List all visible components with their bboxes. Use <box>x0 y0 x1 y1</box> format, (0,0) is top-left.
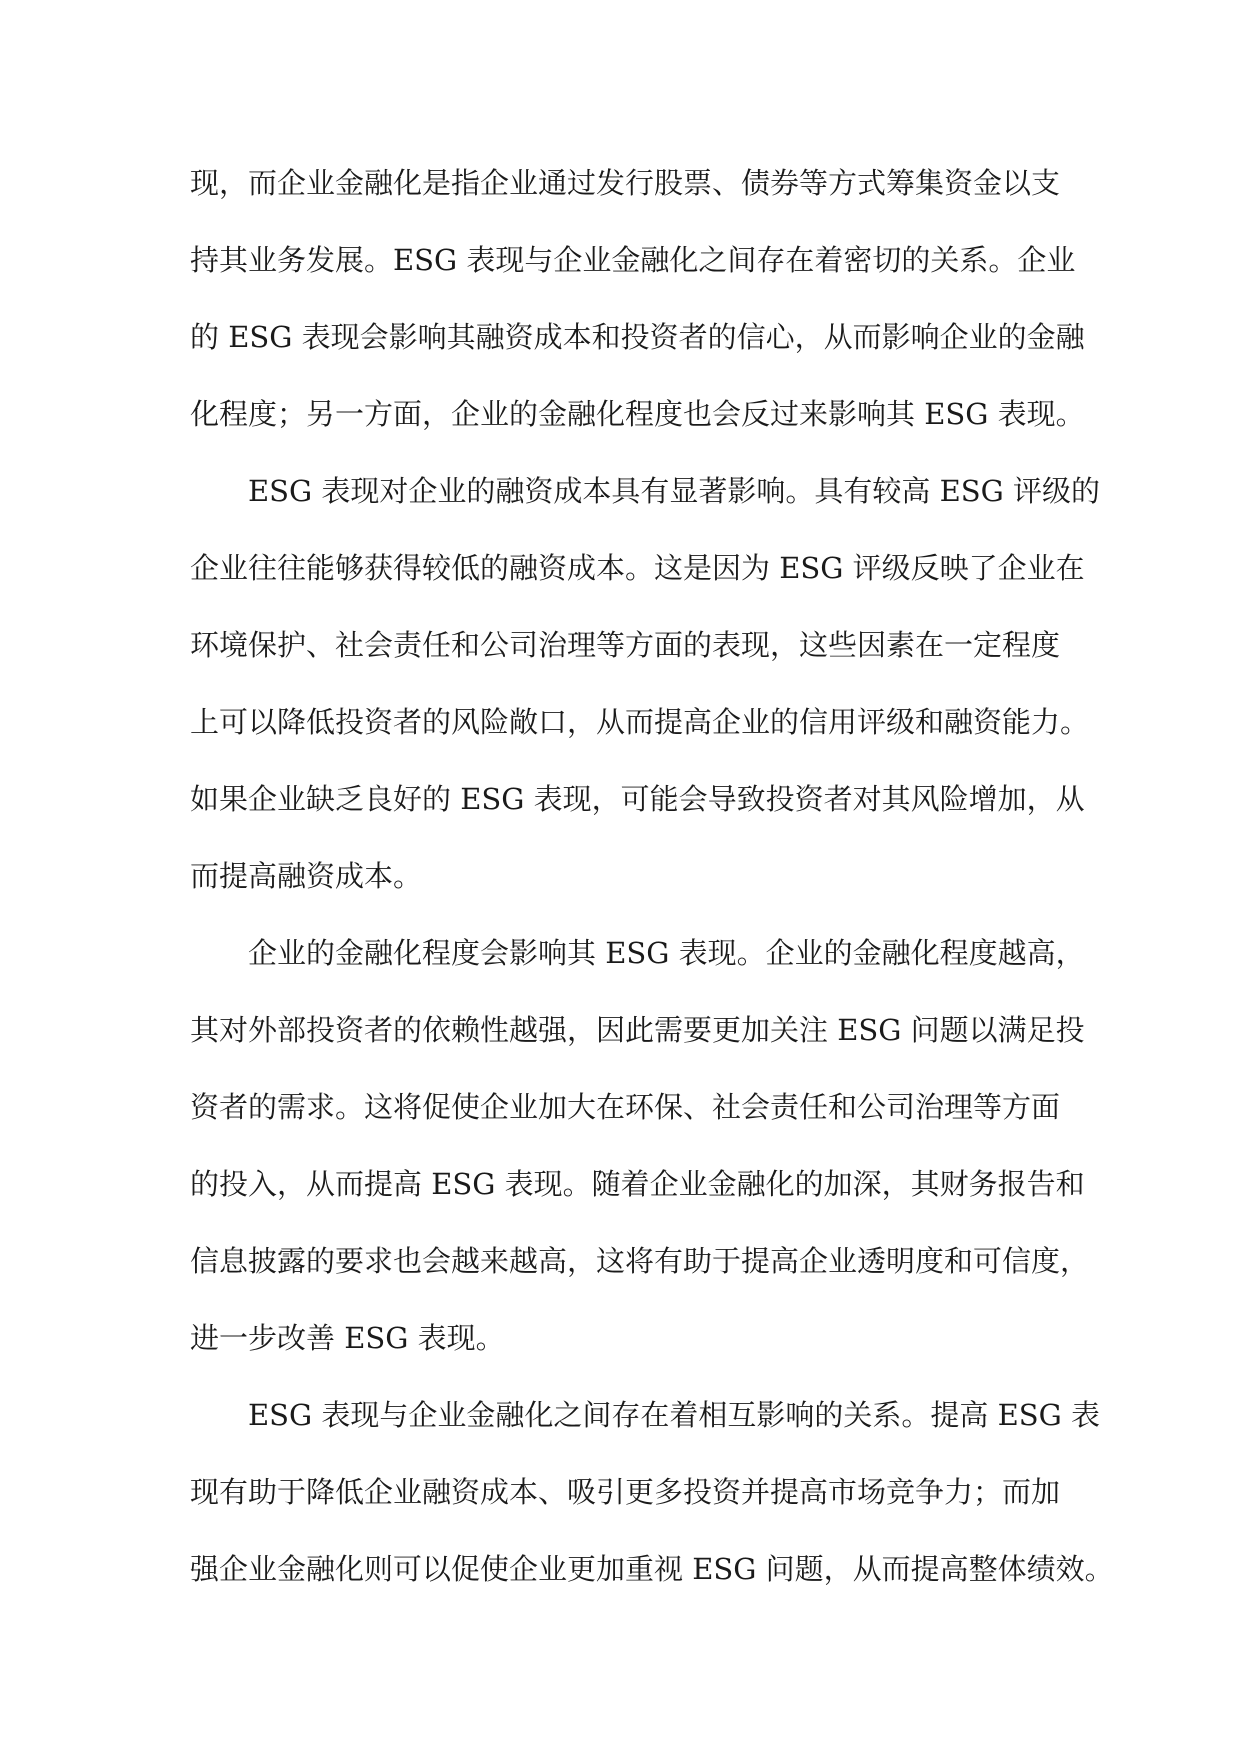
text-line: 持其业务发展。ESG 表现与企业金融化之间存在着密切的关系。企业 <box>190 243 1076 277</box>
text-line: 的投入，从而提高 ESG 表现。随着企业金融化的加深，其财务报告和 <box>190 1167 1085 1201</box>
text-line: 信息披露的要求也会越来越高，这将有助于提高企业透明度和可信度， <box>190 1244 1090 1278</box>
text-line: 化程度；另一方面，企业的金融化程度也会反过来影响其 ESG 表现。 <box>190 397 1085 431</box>
text-line: 环境保护、社会责任和公司治理等方面的表现，这些因素在一定程度 <box>190 628 1061 662</box>
text-line: 现有助于降低企业融资成本、吸引更多投资并提高市场竞争力；而加 <box>190 1475 1061 1509</box>
document-body <box>190 145 1114 1608</box>
paragraph-first-line: ESG 表现对企业的融资成本具有显著影响。具有较高 ESG 评级的 <box>248 474 1101 508</box>
text-line: 而提高融资成本。 <box>190 859 423 893</box>
text-line: 其对外部投资者的依赖性越强，因此需要更加关注 ESG 问题以满足投 <box>190 1013 1085 1047</box>
text-line: 进一步改善 ESG 表现。 <box>190 1321 505 1355</box>
paragraph-first-line: ESG 表现与企业金融化之间存在着相互影响的关系。提高 ESG 表 <box>248 1398 1101 1432</box>
text-line: 如果企业缺乏良好的 ESG 表现，可能会导致投资者对其风险增加，从 <box>190 782 1085 816</box>
text-line: 企业往往能够获得较低的融资成本。这是因为 ESG 评级反映了企业在 <box>190 551 1085 585</box>
paragraph-first-line: 企业的金融化程度会影响其 ESG 表现。企业的金融化程度越高， <box>248 936 1085 970</box>
text-line: 上可以降低投资者的风险敞口，从而提高企业的信用评级和融资能力。 <box>190 705 1090 739</box>
text-line: 资者的需求。这将促使企业加大在环保、社会责任和公司治理等方面 <box>190 1090 1061 1124</box>
text-line: 现，而企业金融化是指企业通过发行股票、债券等方式筹集资金以支 <box>190 166 1061 200</box>
text-line: 强企业金融化则可以促使企业更加重视 ESG 问题，从而提高整体绩效。 <box>190 1552 1114 1586</box>
text-line: 的 ESG 表现会影响其融资成本和投资者的信心，从而影响企业的金融 <box>190 320 1085 354</box>
